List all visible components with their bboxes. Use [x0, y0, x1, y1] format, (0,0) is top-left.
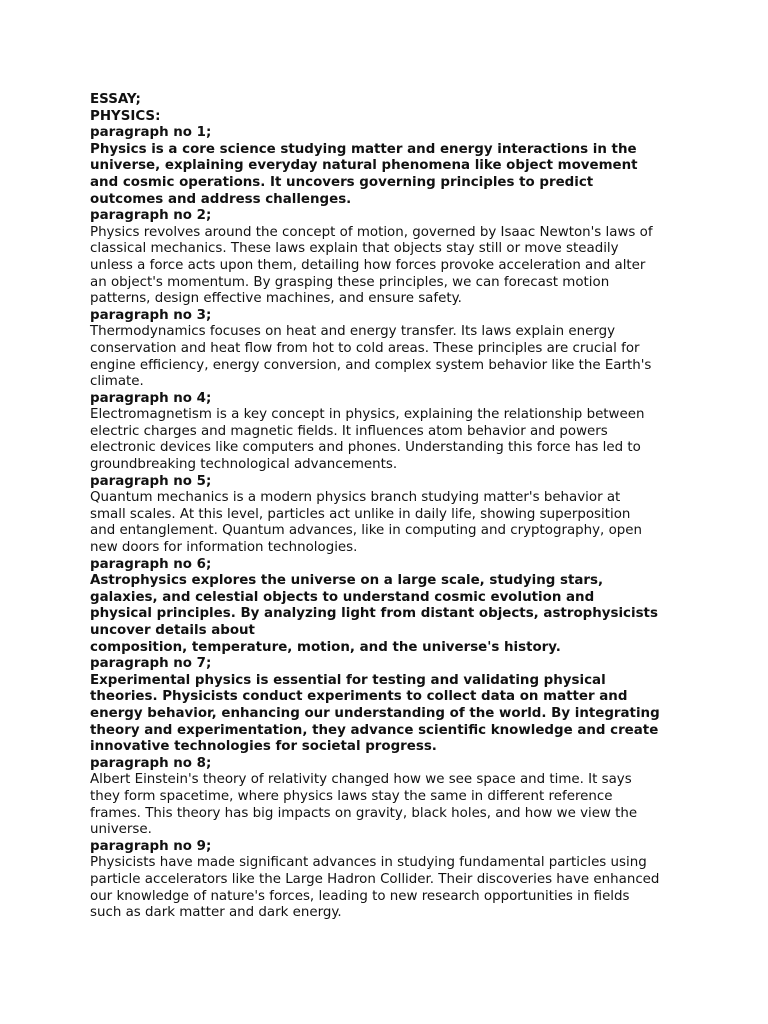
paragraph-text-line: our knowledge of nature's forces, leading to new research opportunities in fields	[90, 888, 630, 904]
paragraph-text-line: physical principles. By analyzing light from distant objects, astrophysicists	[90, 606, 658, 622]
paragraph-text-line: frames. This theory has big impacts on gravity, black holes, and how we view the	[90, 805, 638, 821]
paragraph-block	[90, 557, 690, 657]
paragraph-text-line: climate.	[90, 374, 144, 390]
paragraph-label: paragraph no 8;	[90, 755, 212, 771]
paragraph-text-line: and cosmic operations. It uncovers governing principles to predict	[90, 174, 594, 190]
paragraph-text-line: engine efficiency, energy conversion, and complex system behavior like the Earth's	[90, 357, 652, 373]
paragraph-label: paragraph no 3;	[90, 307, 212, 323]
paragraph-label: paragraph no 9;	[90, 838, 212, 854]
subject-heading: PHYSICS:	[90, 108, 161, 124]
paragraph-text-line: they form spacetime, where physics laws stay the same in different reference	[90, 788, 613, 804]
paragraph-text-line: electric charges and magnetic fields. It influences atom behavior and powers	[90, 423, 608, 439]
paragraph-text-line: outcomes and address challenges.	[90, 191, 352, 207]
paragraph-text-line: an object's momentum. By grasping these principles, we can forecast motion	[90, 274, 610, 290]
paragraph-block	[90, 391, 690, 474]
paragraph-label: paragraph no 5;	[90, 473, 212, 489]
paragraph-text-line: classical mechanics. These laws explain that objects stay still or move steadily	[90, 241, 619, 257]
paragraph-text-line: groundbreaking technological advancements.	[90, 457, 398, 473]
paragraph-text-line: galaxies, and celestial objects to understand cosmic evolution and	[90, 589, 595, 605]
paragraph-text-line: particle accelerators like the Large Hadron Collider. Their discoveries have enhanced	[90, 871, 660, 887]
paragraph-text-line: Physics is a core science studying matter and energy interactions in the	[90, 141, 637, 157]
essay-document	[90, 92, 690, 922]
paragraph-text-line: new doors for information technologies.	[90, 540, 358, 556]
paragraph-label: paragraph no 7;	[90, 656, 212, 672]
paragraph-text-line: theories. Physicists conduct experiments to collect data on matter and	[90, 689, 628, 705]
paragraph-text-line: Physics revolves around the concept of motion, governed by Isaac Newton's laws of	[90, 224, 653, 240]
paragraph-text-line: small scales. At this level, particles act unlike in daily life, showing superposition	[90, 506, 631, 522]
paragraph-block	[90, 308, 690, 391]
paragraph-text-line: theory and experimentation, they advance scientific knowledge and create	[90, 722, 659, 738]
paragraph-text-line: uncover details about	[90, 623, 255, 638]
paragraph-text-line: conservation and heat flow from hot to cold areas. These principles are crucial for	[90, 340, 640, 356]
paragraph-text-line: Albert Einstein's theory of relativity changed how we see space and time. It says	[90, 772, 632, 788]
paragraph-text-line: and entanglement. Quantum advances, like in computing and cryptography, open	[90, 523, 642, 539]
paragraph-text-line: Quantum mechanics is a modern physics branch studying matter's behavior at	[90, 490, 621, 506]
paragraph-text-line: such as dark matter and dark energy.	[90, 905, 342, 921]
paragraph-text-line: electronic devices like computers and phones. Understanding this force has led to	[90, 440, 641, 456]
paragraph-block	[90, 208, 690, 308]
paragraph-text-line: Thermodynamics focuses on heat and energy transfer. Its laws explain energy	[90, 324, 616, 340]
paragraph-text-line: universe.	[90, 822, 152, 838]
paragraph-text-line: universe, explaining everyday natural phenomena like object movement	[90, 158, 638, 174]
paragraph-text-line: Experimental physics is essential for testing and validating physical	[90, 672, 606, 688]
paragraph-list	[90, 125, 690, 922]
paragraph-text-line: energy behavior, enhancing our understanding of the world. By integrating	[90, 705, 660, 721]
paragraph-label: paragraph no 4;	[90, 390, 212, 406]
paragraph-text-line: unless a force acts upon them, detailing how forces provoke acceleration and alter	[90, 257, 646, 273]
paragraph-block	[90, 756, 690, 839]
paragraph-text-line: innovative technologies for societal progress.	[90, 739, 437, 755]
paragraph-block	[90, 839, 690, 922]
paragraph-text-line: Electromagnetism is a key concept in physics, explaining the relationship between	[90, 407, 645, 423]
paragraph-text-line: patterns, design effective machines, and ensure safety.	[90, 291, 462, 307]
paragraph-text-line: Astrophysics explores the universe on a large scale, studying stars,	[90, 573, 604, 589]
essay-heading: ESSAY;	[90, 92, 141, 107]
paragraph-block	[90, 474, 690, 557]
paragraph-label: paragraph no 6;	[90, 556, 212, 572]
paragraph-block	[90, 656, 690, 756]
paragraph-label: paragraph no 2;	[90, 208, 212, 224]
paragraph-label: paragraph no 1;	[90, 125, 212, 141]
paragraph-block	[90, 125, 690, 208]
paragraph-text-line: Physicists have made significant advances in studying fundamental particles using	[90, 855, 647, 871]
paragraph-text-line: composition, temperature, motion, and the universe's history.	[90, 639, 561, 655]
